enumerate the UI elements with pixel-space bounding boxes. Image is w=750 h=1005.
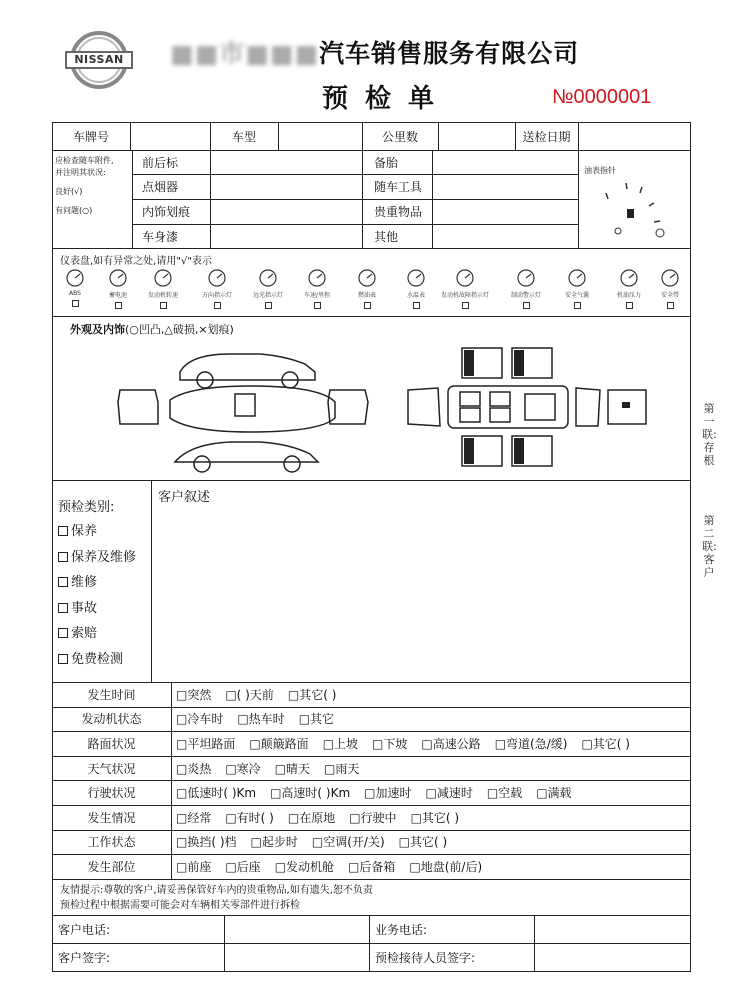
- symptom-row-label: 路面状况: [87, 736, 136, 751]
- logo-text: NISSAN: [74, 53, 124, 66]
- indicator-checkbox[interactable]: [115, 302, 122, 309]
- indicator-label: 蓄电池: [108, 292, 127, 299]
- dashboard-note: 仪表盘,如有异常之处,请用"√"表示: [60, 256, 212, 267]
- symptom-option[interactable]: □空载: [486, 786, 523, 801]
- accessory-left-4: 车身漆: [142, 229, 179, 244]
- dashboard-indicator: [138, 268, 188, 309]
- symptom-option[interactable]: □后备箱: [348, 859, 396, 874]
- indicator-checkbox[interactable]: [574, 302, 581, 309]
- fuel-gauge: [584, 165, 684, 245]
- precheck-category-option[interactable]: [58, 597, 97, 616]
- indicator-label: ABS: [69, 290, 81, 297]
- symptom-option[interactable]: □平坦路面: [176, 736, 236, 751]
- indicator-icon: [107, 268, 129, 288]
- side-copy-2: 第二联:客户: [702, 514, 717, 579]
- appearance-legend: (○凹凸,△破损,×划痕): [125, 323, 234, 336]
- company-name: [170, 34, 579, 70]
- fuel-gauge-icon: [584, 171, 684, 241]
- customer-phone-input[interactable]: [224, 915, 369, 943]
- dashboard-indicator: [440, 268, 490, 309]
- indicator-icon: [454, 268, 476, 288]
- notice-line2: 预检过程中根据需要可能会对车辆相关零部件进行拆检: [60, 900, 300, 911]
- indicator-label: 燃油表: [357, 292, 376, 299]
- symptom-row-options: [176, 780, 688, 805]
- side-copy-1: 第一联:存根: [702, 402, 717, 467]
- symptom-option[interactable]: □其它: [298, 712, 335, 727]
- category-label: 维修: [71, 575, 98, 591]
- indicator-icon: [566, 268, 588, 288]
- indicator-label: 机油压力: [616, 292, 641, 299]
- accessory-left-1: 前后标: [142, 155, 179, 170]
- category-checkbox[interactable]: [58, 654, 68, 664]
- customer-signature-label: 客户签字:: [58, 951, 111, 965]
- accessory-right-4: 其他: [374, 229, 399, 244]
- indicator-label: 远光指示灯: [252, 292, 283, 299]
- appearance-heading: [70, 321, 234, 337]
- dashboard-indicator: [645, 268, 695, 309]
- notice-line1: 友情提示:尊敬的客户,请妥善保管好车内的贵重物品,如有遗失,恕不负责: [60, 885, 373, 896]
- indicator-icon: [356, 268, 378, 288]
- form-number: №0000001: [552, 86, 652, 108]
- category-label: 免费检测: [71, 652, 124, 667]
- precheck-category-option[interactable]: [58, 520, 97, 539]
- model-input[interactable]: [278, 122, 362, 150]
- indicator-icon: [306, 268, 328, 288]
- symptom-row-label: 天气状况: [87, 761, 136, 776]
- accessory-right-2: 随车工具: [374, 180, 423, 194]
- indicator-checkbox[interactable]: [462, 302, 469, 309]
- indicator-icon: [64, 268, 86, 288]
- symptom-row-options: [176, 830, 688, 855]
- symptom-row-options: [176, 854, 688, 879]
- appearance-title: 外观及内饰: [70, 323, 125, 336]
- symptom-option[interactable]: □冷车时: [176, 712, 224, 727]
- category-checkbox[interactable]: [58, 628, 68, 638]
- indicator-checkbox[interactable]: [626, 302, 633, 309]
- category-label: 索赔: [71, 626, 98, 642]
- notice: [60, 883, 373, 913]
- symptom-option[interactable]: □加速时: [364, 786, 412, 801]
- date-label: 送检日期: [522, 129, 571, 144]
- problem-legend: 有问题(○): [55, 206, 93, 215]
- customer-statement-label: 客户叙述: [158, 490, 211, 505]
- precheck-category-label: 预检类别:: [58, 500, 115, 515]
- indicator-checkbox[interactable]: [214, 302, 221, 309]
- indicator-checkbox[interactable]: [364, 302, 371, 309]
- symptom-option[interactable]: □满载: [536, 786, 572, 801]
- symptom-option[interactable]: □雨天: [324, 761, 360, 776]
- mileage-input[interactable]: [438, 122, 515, 150]
- dashboard-indicator: [292, 268, 342, 309]
- category-checkbox[interactable]: [58, 603, 68, 613]
- business-phone-input[interactable]: [534, 915, 691, 943]
- company-name-text: 汽车销售服务有限公司: [319, 39, 580, 68]
- symptom-option[interactable]: □炎热: [176, 761, 212, 776]
- dashboard-indicator: [342, 268, 392, 309]
- car-exterior-diagram: [110, 342, 380, 478]
- indicator-label: 车速/里程: [303, 292, 331, 299]
- precheck-category-option[interactable]: [58, 648, 123, 667]
- indicator-checkbox[interactable]: [667, 302, 674, 309]
- car-interior-diagram: [400, 342, 665, 478]
- customer-signature-input[interactable]: [224, 943, 369, 972]
- company-name-blurred: ■■市■■■: [170, 39, 320, 68]
- fuel-gauge-label: 油表指针: [584, 166, 616, 175]
- symptom-row-options: [176, 707, 688, 732]
- form-title: 预 检 单: [321, 84, 439, 114]
- symptom-option[interactable]: □有时( ): [225, 810, 274, 825]
- symptom-option[interactable]: □其它( ): [410, 810, 460, 825]
- mileage-label: 公里数: [381, 129, 418, 144]
- symptom-row-label: 行驶状况: [87, 786, 136, 801]
- receptionist-signature-input[interactable]: [534, 943, 691, 972]
- dashboard-indicator: [391, 268, 441, 309]
- symptom-option[interactable]: □高速公路: [421, 736, 481, 751]
- category-label: 保养及维修: [71, 549, 137, 565]
- indicator-checkbox[interactable]: [523, 302, 530, 309]
- indicator-checkbox[interactable]: [314, 302, 321, 309]
- precheck-category-option[interactable]: [58, 546, 136, 565]
- category-checkbox[interactable]: [58, 526, 68, 536]
- symptom-row-label: 发生时间: [87, 687, 136, 702]
- good-legend: 良好(√): [55, 187, 83, 196]
- accessory-note-line1: 应检查随车附件,: [55, 156, 114, 165]
- dashboard-indicator: [552, 268, 602, 309]
- symptom-option[interactable]: □低速时( )Km: [176, 786, 257, 801]
- symptom-row-options: [176, 731, 688, 756]
- symptom-row-label: 发生部位: [87, 859, 136, 874]
- symptom-option[interactable]: □晴天: [274, 761, 311, 776]
- indicator-label: 方向指示灯: [201, 292, 232, 299]
- dashboard-indicator: [501, 268, 551, 309]
- indicator-checkbox[interactable]: [72, 300, 79, 307]
- symptom-option[interactable]: □经常: [176, 810, 212, 825]
- symptom-row-options: [176, 682, 688, 707]
- customer-phone-label: 客户电话:: [58, 922, 111, 937]
- business-phone-label: 业务电话:: [375, 922, 428, 937]
- symptom-option[interactable]: □寒冷: [225, 761, 261, 776]
- indicator-checkbox[interactable]: [160, 302, 167, 309]
- accessory-note-line2: 并注明其状况:: [55, 168, 106, 177]
- indicator-label: 安全气囊: [564, 292, 589, 299]
- symptom-option[interactable]: □( )天前: [225, 687, 274, 702]
- date-input[interactable]: [578, 122, 691, 150]
- dashboard-indicator: [93, 268, 143, 309]
- accessory-right-3: 贵重物品: [374, 205, 423, 219]
- model-label: 车型: [231, 129, 256, 144]
- symptom-option[interactable]: □其它( ): [581, 736, 630, 751]
- symptom-row-options: [176, 805, 688, 830]
- symptom-row-label: 发生情况: [87, 810, 136, 825]
- symptom-option[interactable]: □空调(开/关): [311, 835, 385, 850]
- customer-statement-area[interactable]: [152, 504, 690, 681]
- precheck-category-option[interactable]: [58, 622, 97, 641]
- symptom-option[interactable]: □后座: [225, 859, 261, 874]
- plate-input[interactable]: [130, 122, 210, 150]
- indicator-label: 水温表: [406, 292, 425, 299]
- dashboard-indicator: [192, 268, 242, 309]
- indicator-icon: [515, 268, 537, 288]
- category-label: 事故: [71, 600, 98, 616]
- accessory-note: [55, 155, 114, 217]
- indicator-icon: [659, 268, 681, 288]
- symptom-option[interactable]: □其它( ): [287, 687, 337, 702]
- accessory-right-1: 备胎: [374, 155, 399, 170]
- indicator-icon: [405, 268, 427, 288]
- brand-logo: [64, 30, 134, 90]
- symptom-option[interactable]: □下坡: [372, 736, 408, 751]
- indicator-icon: [257, 268, 279, 288]
- symptom-option[interactable]: □突然: [176, 687, 212, 702]
- symptom-option[interactable]: □减速时: [425, 786, 473, 801]
- symptom-option[interactable]: □起步时: [250, 835, 298, 850]
- indicator-checkbox[interactable]: [265, 302, 272, 309]
- symptom-option[interactable]: □地盘(前/后): [409, 859, 483, 874]
- symptom-option[interactable]: □在原地: [287, 810, 336, 825]
- symptom-option[interactable]: □弯道(急/缓): [494, 736, 568, 751]
- symptom-option[interactable]: □颠簸路面: [249, 736, 309, 751]
- symptom-option[interactable]: □发动机舱: [274, 859, 335, 874]
- dashboard-indicator: [243, 268, 293, 309]
- accessory-left-3: 内饰划痕: [142, 205, 191, 219]
- symptom-option[interactable]: □换挡( )档: [176, 835, 237, 850]
- indicator-label: 制动警示灯: [510, 292, 541, 299]
- symptom-option[interactable]: □其它( ): [398, 835, 448, 850]
- category-checkbox[interactable]: [58, 552, 68, 562]
- symptom-row-label: 发动机状态: [81, 712, 142, 727]
- indicator-label: 发动机转速: [147, 292, 178, 299]
- symptom-option[interactable]: □前座: [176, 859, 212, 874]
- symptom-option[interactable]: □行驶中: [349, 810, 397, 825]
- accessory-left-2: 点烟器: [142, 180, 179, 194]
- receptionist-signature-label: 预检接待人员签字:: [375, 951, 476, 965]
- indicator-icon: [206, 268, 228, 288]
- symptom-option[interactable]: □热车时: [237, 712, 285, 727]
- precheck-category-option[interactable]: [58, 571, 97, 590]
- indicator-label: 安全带: [660, 292, 679, 299]
- indicator-checkbox[interactable]: [413, 302, 420, 309]
- symptom-option[interactable]: □上坡: [322, 736, 359, 751]
- category-label: 保养: [71, 524, 98, 539]
- category-checkbox[interactable]: [58, 577, 68, 587]
- indicator-icon: [618, 268, 640, 288]
- indicator-label: 发动机故障指示灯: [440, 292, 489, 299]
- symptom-row-label: 工作状态: [87, 835, 136, 850]
- symptom-option[interactable]: □高速时( )Km: [270, 786, 351, 801]
- symptom-row-options: [176, 756, 688, 781]
- plate-label: 车牌号: [72, 129, 109, 144]
- indicator-icon: [152, 268, 174, 288]
